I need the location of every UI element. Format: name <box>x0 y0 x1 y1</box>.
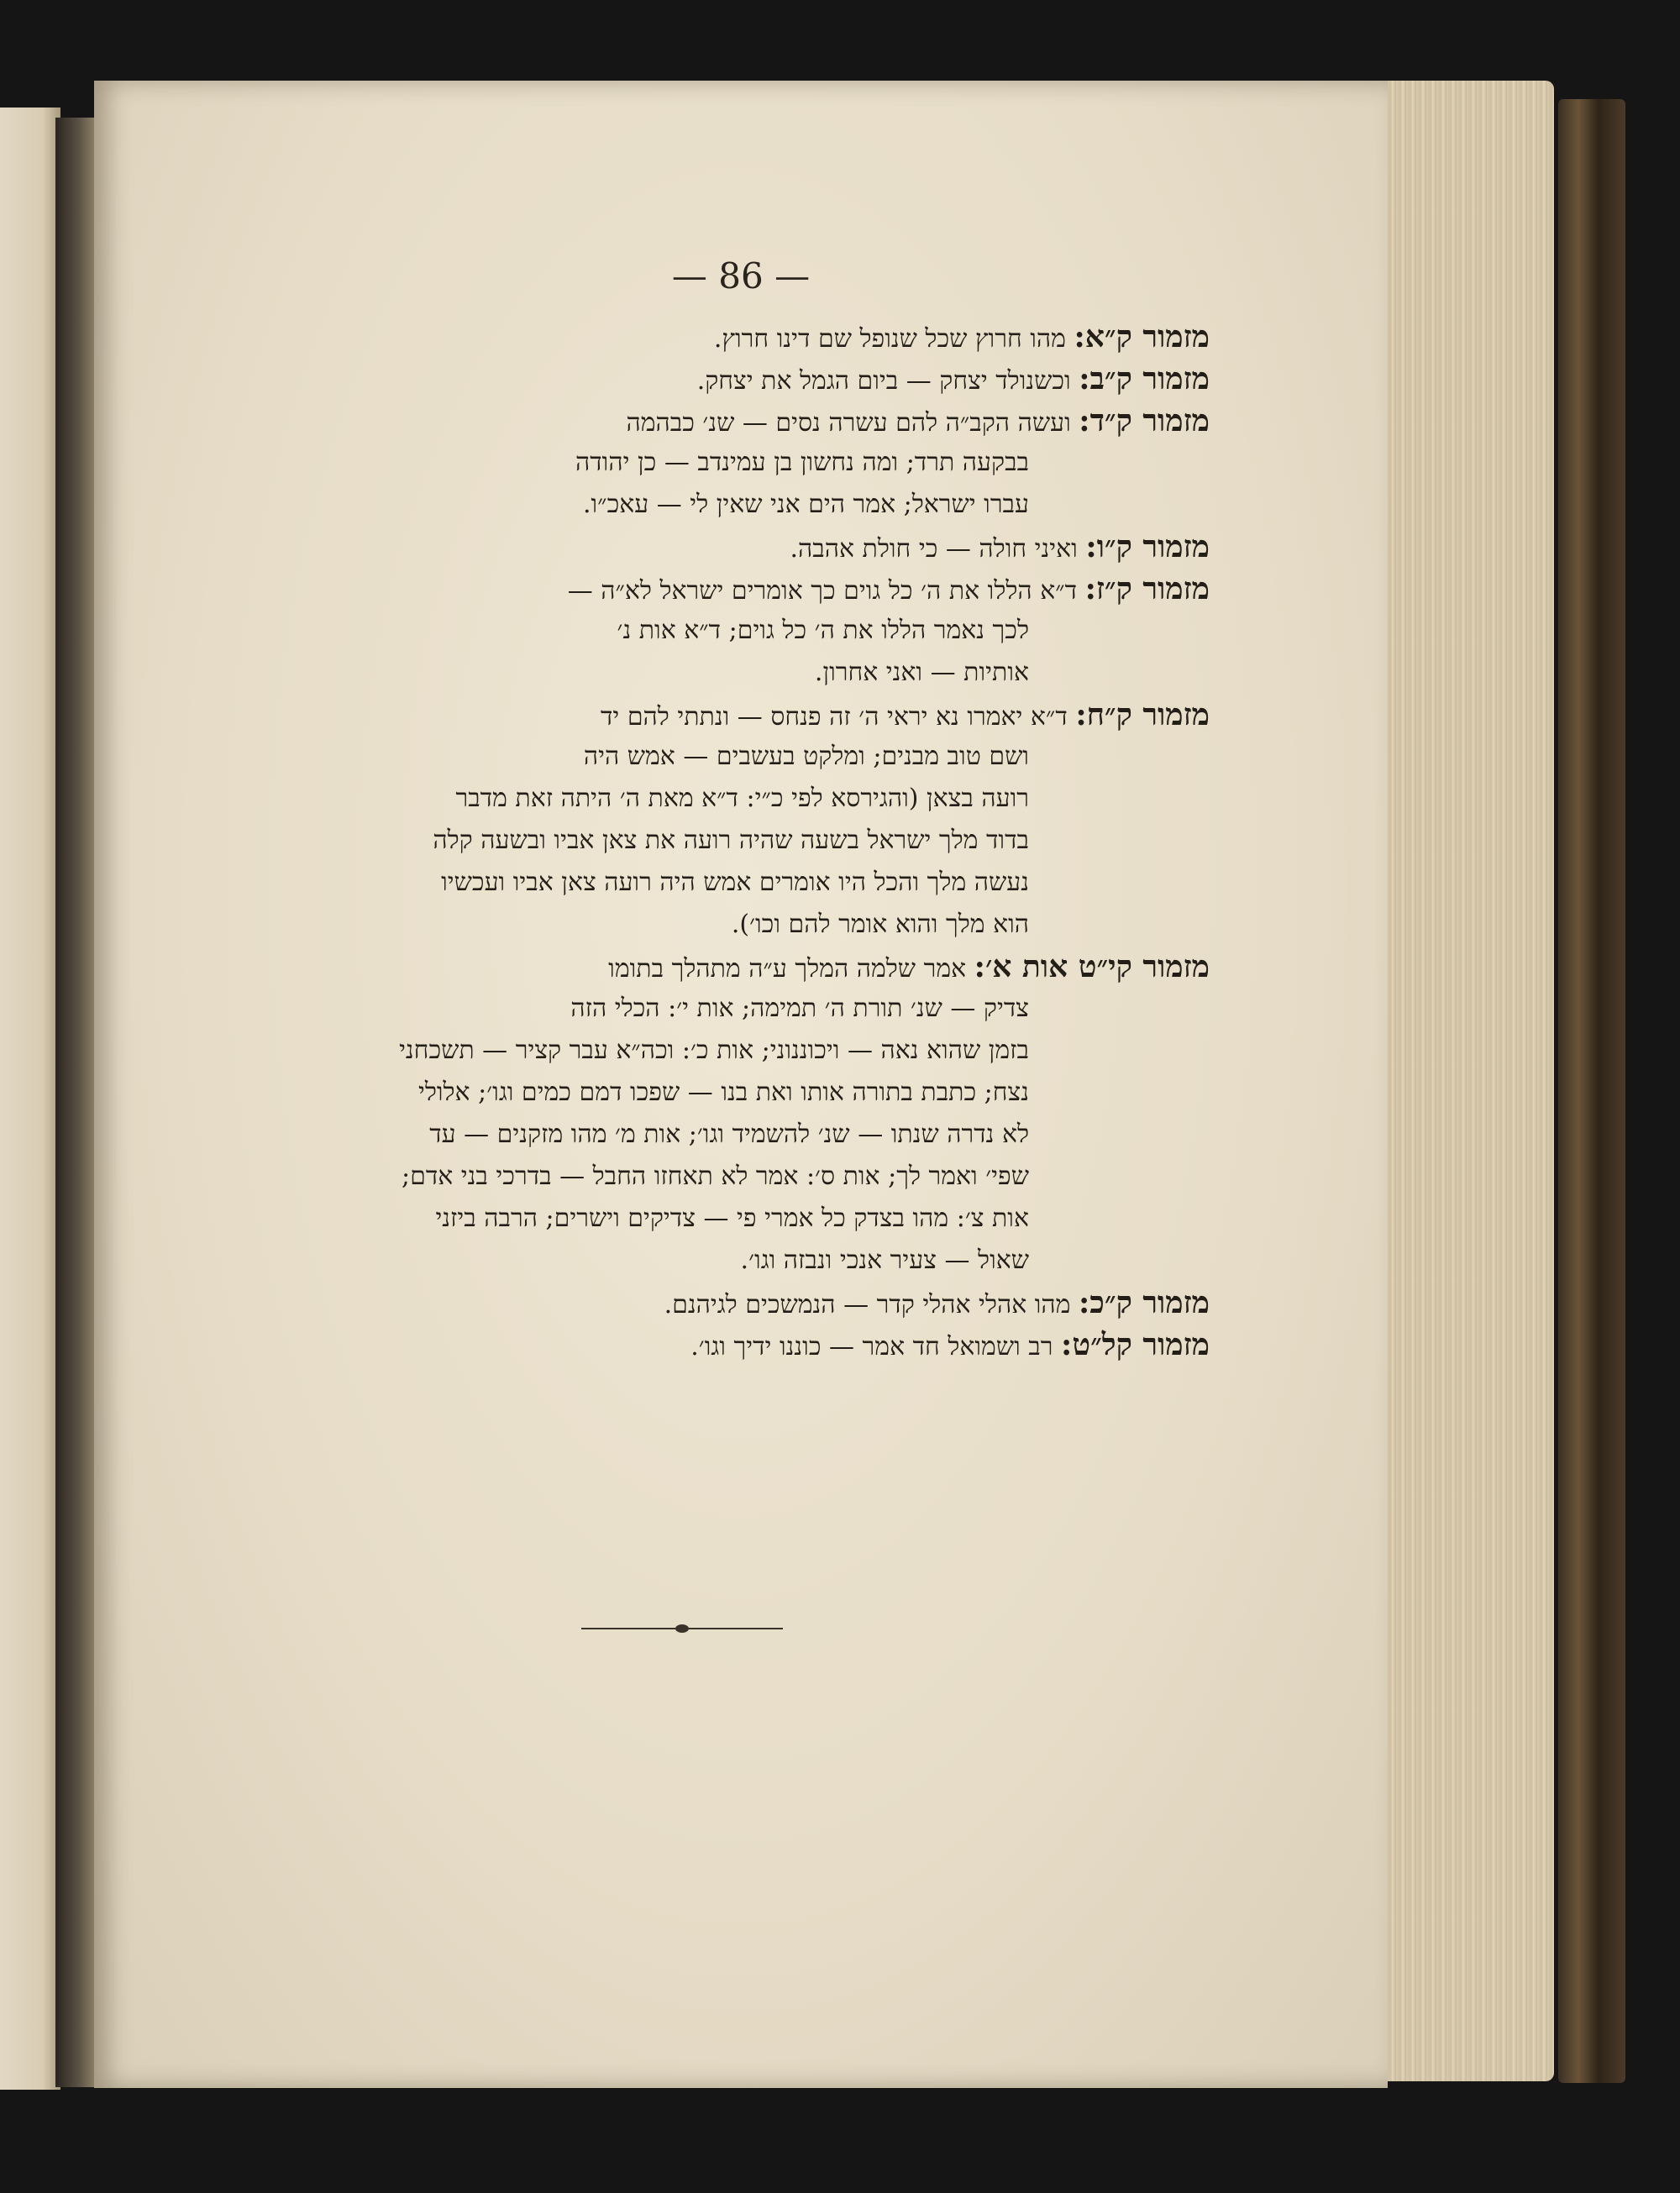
entry-continuation-line <box>228 778 1210 820</box>
entry-first-line <box>228 694 1210 736</box>
psalm-entry <box>228 1324 1210 1366</box>
text-block <box>228 316 1210 1366</box>
entry-continuation-line <box>228 862 1210 904</box>
psalm-entry <box>228 358 1210 400</box>
entry-continuation-line <box>228 904 1210 946</box>
entry-first-line <box>228 568 1210 610</box>
psalm-label: מזמור קל״ט: <box>1061 1327 1210 1362</box>
entry-text: וכשנולד יצחק — ביום הגמל את יצחק. <box>696 366 1071 396</box>
entry-text: מהו אהלי אהלי קדר — הנמשכים לגיהנם. <box>664 1290 1071 1319</box>
entry-first-line <box>228 1282 1210 1324</box>
entry-text: אותיות — ואני אחרון. <box>814 658 1029 687</box>
entry-text: שאול — צעיר אנכי ונבזה וגו׳. <box>740 1246 1029 1275</box>
psalm-entry <box>228 694 1210 946</box>
entry-text: לא נדרה שנתו — שנ׳ להשמיד וגו׳; אות מ׳ מהו מזקנים — עד <box>429 1120 1029 1149</box>
entry-continuation-line <box>228 1114 1210 1156</box>
entry-text: רב ושמואל חד אמר — כוננו ידיך וגו׳. <box>690 1332 1053 1361</box>
page-number: — 86 — <box>671 255 811 296</box>
psalm-label: מזמור ק״ב: <box>1079 361 1210 396</box>
left-page-edge <box>0 108 60 2090</box>
entry-first-line <box>228 526 1210 568</box>
entry-first-line <box>228 358 1210 400</box>
psalm-label: מזמור ק״ו: <box>1085 529 1210 564</box>
psalm-entry <box>228 526 1210 568</box>
entry-text: ואיני חולה — כי חולת אהבה. <box>790 534 1078 564</box>
entry-first-line <box>228 1324 1210 1366</box>
entry-text: אות צ׳: מהו בצדק כל אמרי פי — צדיקים וישרים; הרבה ביזני <box>435 1204 1029 1233</box>
entry-text: רועה בצאן (והגירסא לפי כ״י: ד״א מאת ה׳ היתה זאת מדבר <box>455 784 1029 813</box>
entry-first-line <box>228 316 1210 358</box>
entry-first-line <box>228 400 1210 442</box>
entry-continuation-line <box>228 736 1210 778</box>
psalm-label: מזמור ק״ח: <box>1075 697 1210 732</box>
entry-continuation-line <box>228 1072 1210 1114</box>
psalm-entry <box>228 400 1210 526</box>
entry-continuation-line <box>228 820 1210 862</box>
entry-text: בדוד מלך ישראל בשעה שהיה רועה את צאן אביו ובשעה קלה <box>433 826 1029 855</box>
entry-continuation-line <box>228 1240 1210 1282</box>
entry-first-line <box>228 946 1210 988</box>
psalm-label: מזמור ק״א: <box>1074 319 1210 354</box>
entry-continuation-line <box>228 610 1210 652</box>
book-spine-edge <box>1558 99 1625 2083</box>
psalm-label: מזמור ק״ד: <box>1079 403 1210 438</box>
psalm-entry <box>228 946 1210 1282</box>
psalm-label: מזמור ק״ז: <box>1084 571 1210 606</box>
entry-text: עברו ישראל; אמר הים אני שאין לי — עאכ״ו. <box>582 490 1029 519</box>
entry-text: הוא מלך והוא אומר להם וכו׳). <box>731 910 1029 939</box>
section-divider <box>581 1628 783 1629</box>
entry-text: ועשה הקב״ה להם עשרה נסים — שנ׳ כבהמה <box>626 408 1071 438</box>
psalm-entry <box>228 316 1210 358</box>
entry-text: ד״א יאמרו נא יראי ה׳ זה פנחס — ונתתי להם יד <box>600 702 1068 732</box>
entry-continuation-line <box>228 442 1210 484</box>
psalm-entry <box>228 1282 1210 1324</box>
entry-text: ד״א הללו את ה׳ כל גוים כך אומרים ישראל לא״ה — <box>567 576 1078 606</box>
entry-continuation-line <box>228 1030 1210 1072</box>
entry-text: מהו חרוץ שכל שנופל שם דינו חרוץ. <box>713 324 1066 354</box>
entry-continuation-line <box>228 1156 1210 1198</box>
entry-text: נעשה מלך והכל היו אומרים אמש היה רועה צאן אביו ועכשיו <box>441 868 1029 897</box>
psalm-label: מזמור קי״ט אות א׳: <box>974 949 1210 984</box>
psalm-entry <box>228 568 1210 694</box>
entry-continuation-line <box>228 1198 1210 1240</box>
entry-continuation-line <box>228 484 1210 526</box>
entry-continuation-line <box>228 652 1210 694</box>
entry-text: ושם טוב מבנים; ומלקט בעשבים — אמש היה <box>583 742 1029 771</box>
psalm-label: מזמור ק״כ: <box>1079 1285 1210 1320</box>
entry-text: אמר שלמה המלך ע״ה מתהלך בתומו <box>608 954 967 984</box>
entry-text: בבקעה תרד; ומה נחשון בן עמינדב — כן יהודה <box>575 448 1029 477</box>
entry-text: בזמן שהוא נאה — ויכוננוני; אות כ׳: וכה״א עבר קציר — תשכחני <box>399 1036 1029 1065</box>
entry-continuation-line <box>228 988 1210 1030</box>
entry-text: צדיק — שנ׳ תורת ה׳ תמימה; אות י׳: הכלי הזה <box>570 994 1029 1023</box>
entry-text: שפי׳ ואמר לך; אות ס׳: אמר לא תאחזו החבל — בדרכי בני אדם; <box>402 1162 1029 1191</box>
entry-text: לכך נאמר הללו את ה׳ כל גוים; ד״א אות נ׳ <box>617 616 1029 645</box>
entry-text: נצח; כתבת בתורה אותו ואת בנו — שפכו דמם כמים וגו׳; אלולי <box>417 1078 1029 1107</box>
right-page <box>94 81 1388 2088</box>
